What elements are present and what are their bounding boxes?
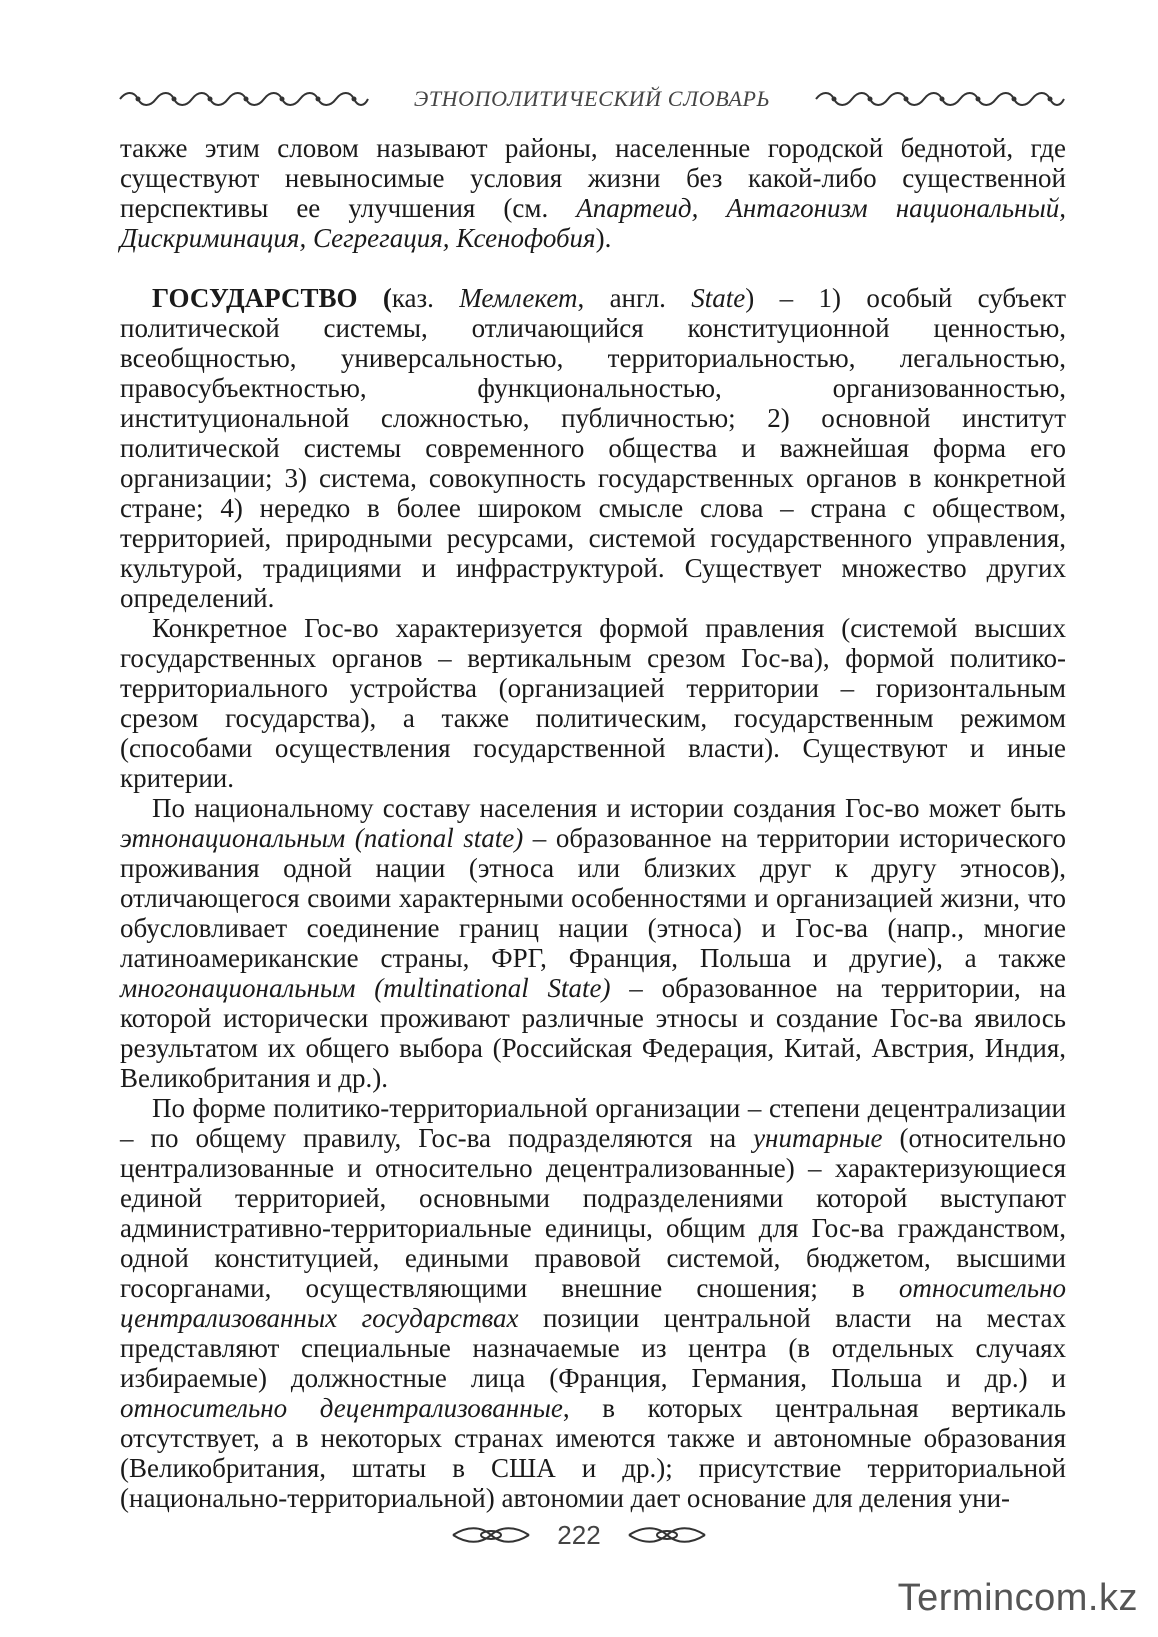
- national-composition-paragraph: По национальному составу населения и истории создания Гос-во может быть этнонациональным (national state) – образованное на территории исторического проживания одной нации (этноса или близких друг к другу этносов), отличающегося своими характерными особенностями и организацией жизни, что обусловливает соединение границ нации (этноса) и Гос-ва (напр., многие латиноамериканские страны, ФРГ, Франция, Польша и другие), а также многонациональным (multinational State) – образованное на территории, на которой исторически проживают различные этносы и создание Гос-ва явилось результатом их общего выбора (Российская Федерация, Китай, Австрия, Индия, Великобритания и др.).: [120, 793, 1066, 1093]
- header-title: ЭТНОПОЛИТИЧЕСКИЙ СЛОВАРЬ: [413, 86, 771, 111]
- flourish-left-icon: [449, 1524, 533, 1546]
- ornament-left-icon: [118, 90, 370, 108]
- body-text: [120, 133, 1066, 1513]
- cross-references: Апартеид, Антагонизм национальный, Дискриминация, Сегрегация, Ксенофобия: [120, 193, 1066, 253]
- running-header: [118, 84, 1066, 114]
- watermark: [898, 1575, 1138, 1621]
- ornament-right-icon: [814, 90, 1066, 108]
- page-number: 222: [557, 1519, 601, 1550]
- kazakh-term: Мемлекет: [459, 283, 578, 313]
- intro-paragraph: также этим словом называют районы, населенные городской беднотой, где существуют невыносимые условия жизни без какой-либо существенной перспективы ее улучшения (см. Апартеид, Антагонизм национальный, Дискриминация, Сегрегация, Ксенофобия).: [120, 133, 1066, 253]
- english-term: State: [691, 283, 746, 313]
- territorial-organization-paragraph: По форме политико-территориальной организации – степени децентрализации – по общему правилу, Гос-ва подразделяются на унитарные (относительно централизованные и относительно децентрализованные) – характеризующиеся единой территорией, основными подразделениями которой выступают административно-территориальные единицы, общим для Гос-ва гражданством, одной конституцией, едиными правовой системой, бюджетом, высшими госорганами, осуществляющими внешние сношения; в относительно централизованных государствах позиции центральной власти на местах представляют специальные назначаемые из центра (в отдельных случаях избираемые) должностные лица (Франция, Германия, Польша и др.) и относительно децентрализованные, в которых центральная вертикаль отсутствует, а в некоторых странах имеются также и автономные образования (Великобритания, штаты в США и др.); присутствие территориальной (национально-территориальной) автономии дает основание для деления уни-: [120, 1093, 1066, 1513]
- page-footer: [0, 1515, 1158, 1555]
- watermark-text: Termincom.kz: [897, 1576, 1138, 1619]
- form-of-government-paragraph: Конкретное Гос-во характеризуется формой правления (системой высших государственных органов – вертикальным срезом Гос-ва), формой политико-территориального устройства (организацией территории – горизонтальным срезом государства), а также политическим, государственным режимом (способами осуществления государственной власти). Существуют и иные критерии.: [120, 613, 1066, 793]
- entry-definition-paragraph: ГОСУДАРСТВО (каз. Мемлекет, англ. State) – 1) особый субъект политической системы, отличающийся конституционной ценностью, всеобщностью, универсальностью, территориальностью, легальностью, правосубъектностью, функциональностью, организованностью, институциональной сложностью, публичностью; 2) основной институт политической системы современного общества и важнейшая форма его организации; 3) система, совокупность государственных органов в конкретной стране; 4) нередко в более широком смысле слова – страна с обществом, территорией, природными ресурсами, системой государственного управления, культурой, традициями и инфраструктурой. Существует множество других определений.: [120, 283, 1066, 613]
- flourish-right-icon: [625, 1524, 709, 1546]
- entry-term: ГОСУДАРСТВО (: [152, 283, 392, 313]
